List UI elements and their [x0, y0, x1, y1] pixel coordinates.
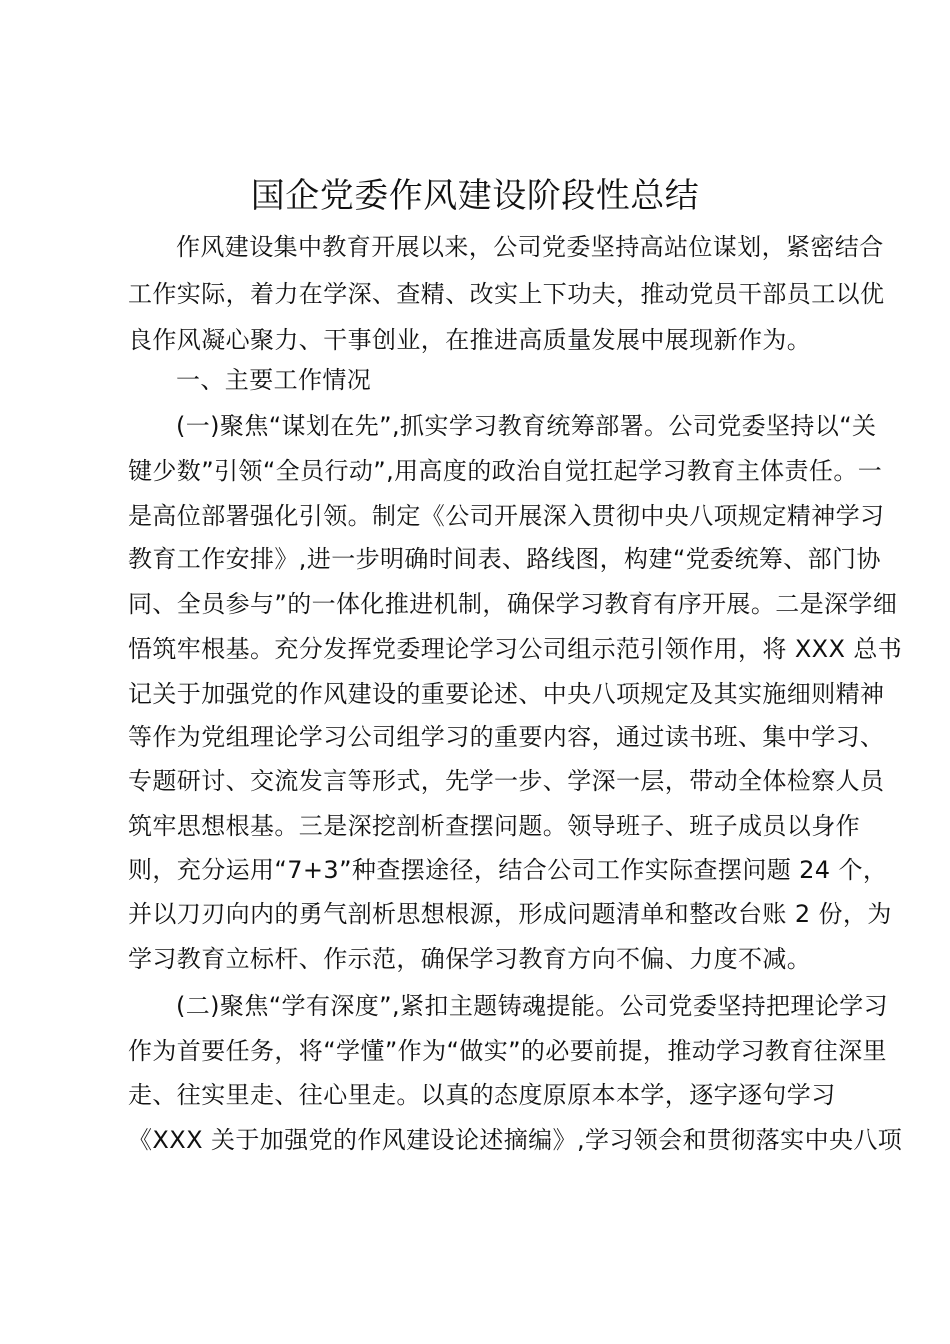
- paragraph-line: 键少数”引领“全员行动”,用高度的政治自觉扛起学习教育主体责任。一: [128, 457, 883, 485]
- paragraph-line: 同、全员参与”的一体化推进机制，确保学习教育有序开展。二是深学细: [128, 590, 898, 618]
- paragraph-line: (二)聚焦“学有深度”,紧扣主题铸魂提能。公司党委坚持把理论学习: [176, 992, 889, 1020]
- paragraph-line: 专题研讨、交流发言等形式，先学一步、学深一层，带动全体检察人员: [128, 767, 885, 795]
- paragraph-line: 等作为党组理论学习公司组学习的重要内容，通过读书班、集中学习、: [128, 723, 885, 751]
- paragraph-line: 《XXX 关于加强党的作风建设论述摘编》,学习领会和贯彻落实中央八项: [128, 1126, 903, 1154]
- section-heading: 一、主要工作情况: [176, 366, 372, 394]
- paragraph-line: (一)聚焦“谋划在先”,抓实学习教育统筹部署。公司党委坚持以“关: [176, 412, 877, 440]
- paragraph-line: 教育工作安排》,进一步明确时间表、路线图，构建“党委统筹、部门协: [128, 545, 881, 573]
- paragraph-line: 学习教育立标杆、作示范，确保学习教育方向不偏、力度不减。: [128, 945, 812, 973]
- paragraph-line: 则，充分运用“7+3”种查摆途径，结合公司工作实际查摆问题 24 个，: [128, 856, 888, 884]
- paragraph-line: 作风建设集中教育开展以来，公司党委坚持高站位谋划，紧密结合: [176, 233, 884, 261]
- paragraph-line: 良作风凝心聚力、干事创业，在推进高质量发展中展现新作为。: [128, 326, 812, 354]
- paragraph-line: 工作实际，着力在学深、查精、改实上下功夫，推动党员干部员工以优: [128, 280, 885, 308]
- document-title: 国企党委作风建设阶段性总结: [250, 176, 700, 216]
- paragraph-line: 走、往实里走、往心里走。以真的态度原原本本学，逐字逐句学习: [128, 1081, 836, 1109]
- paragraph-line: 悟筑牢根基。充分发挥党委理论学习公司组示范引领作用，将 XXX 总书: [128, 635, 903, 663]
- paragraph-line: 是高位部署强化引领。制定《公司开展深入贯彻中央八项规定精神学习: [128, 502, 885, 530]
- paragraph-line: 记关于加强党的作风建设的重要论述、中央八项规定及其实施细则精神: [128, 680, 885, 708]
- paragraph-line: 作为首要任务，将“学懂”作为“做实”的必要前提，推动学习教育往深里: [128, 1037, 887, 1065]
- paragraph-line: 并以刀刃向内的勇气剖析思想根源，形成问题清单和整改台账 2 份，为: [128, 900, 892, 928]
- paragraph-line: 筑牢思想根基。三是深挖剖析查摆问题。领导班子、班子成员以身作: [128, 812, 860, 840]
